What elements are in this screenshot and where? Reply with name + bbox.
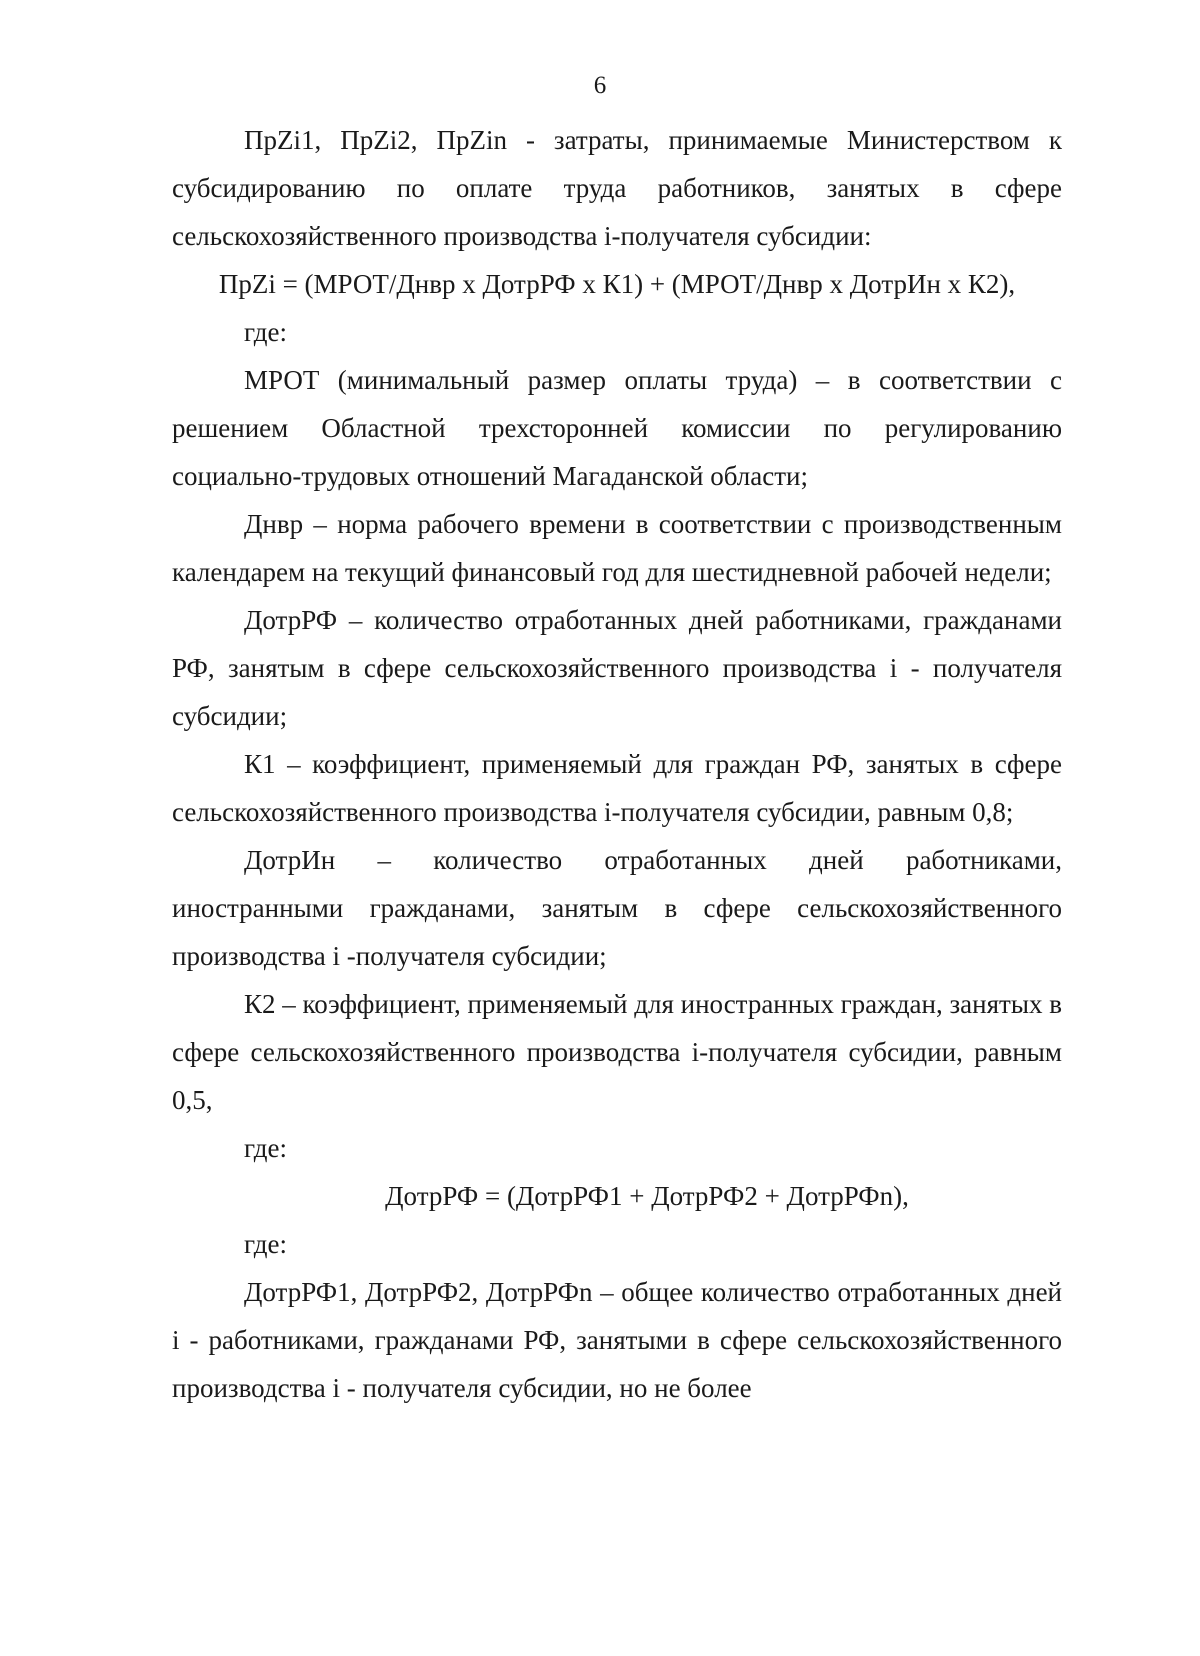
paragraph-przi-definition: ПрZi1, ПрZi2, ПрZin - затраты, принимаемые Министерством к субсидированию по оплате труда работников, занятых в сфере сельскохозяйственного производства i-получателя субсидии: bbox=[172, 125, 1062, 251]
paragraph-dnvr: Днвр – норма рабочего времени в соответствии с производственным календарем на текущий финансовый год для шестидневной рабочей недели; bbox=[172, 509, 1062, 587]
paragraph-dotrrf-components: ДотрРФ1, ДотрРФ2, ДотрРФn – общее количество отработанных дней i - работниками, гражданами РФ, занятыми в сфере сельскохозяйственного производства i - получателя субсидии, но не более bbox=[172, 1277, 1062, 1403]
paragraph-k1: К1 – коэффициент, применяемый для граждан РФ, занятых в сфере сельскохозяйственного производства i-получателя субсидии, равным 0,8; bbox=[172, 749, 1062, 827]
where-label: где: bbox=[244, 1133, 287, 1163]
where-label: где: bbox=[244, 317, 287, 347]
formula-dotrrf: ДотрРФ = (ДотрРФ1 + ДотрРФ2 + ДотрРФn), bbox=[385, 1181, 909, 1211]
paragraph-mrot: МРОТ (минимальный размер оплаты труда) – в соответствии с решением Областной трехсторонней комиссии по регулированию социально-трудовых отношений Магаданской области; bbox=[172, 365, 1062, 491]
paragraph-dotrrf: ДотрРФ – количество отработанных дней работниками, гражданами РФ, занятым в сфере сельскохозяйственного производства i - получателя субсидии; bbox=[172, 605, 1062, 731]
where-label: где: bbox=[244, 1229, 287, 1259]
formula-przi: ПрZi = (МРОТ/Днвр х ДотрРФ х К1) + (МРОТ/Днвр х ДотрИн х К2), bbox=[218, 269, 1016, 299]
document-body bbox=[172, 116, 1062, 1412]
paragraph-k2: К2 – коэффициент, применяемый для иностранных граждан, занятых в сфере сельскохозяйственного производства i-получателя субсидии, равным 0,5, bbox=[172, 989, 1062, 1115]
paragraph-dotrin: ДотрИн – количество отработанных дней работниками, иностранными гражданами, занятым в сфере сельскохозяйственного производства i -получателя субсидии; bbox=[172, 845, 1062, 971]
page-number: 6 bbox=[593, 72, 607, 99]
